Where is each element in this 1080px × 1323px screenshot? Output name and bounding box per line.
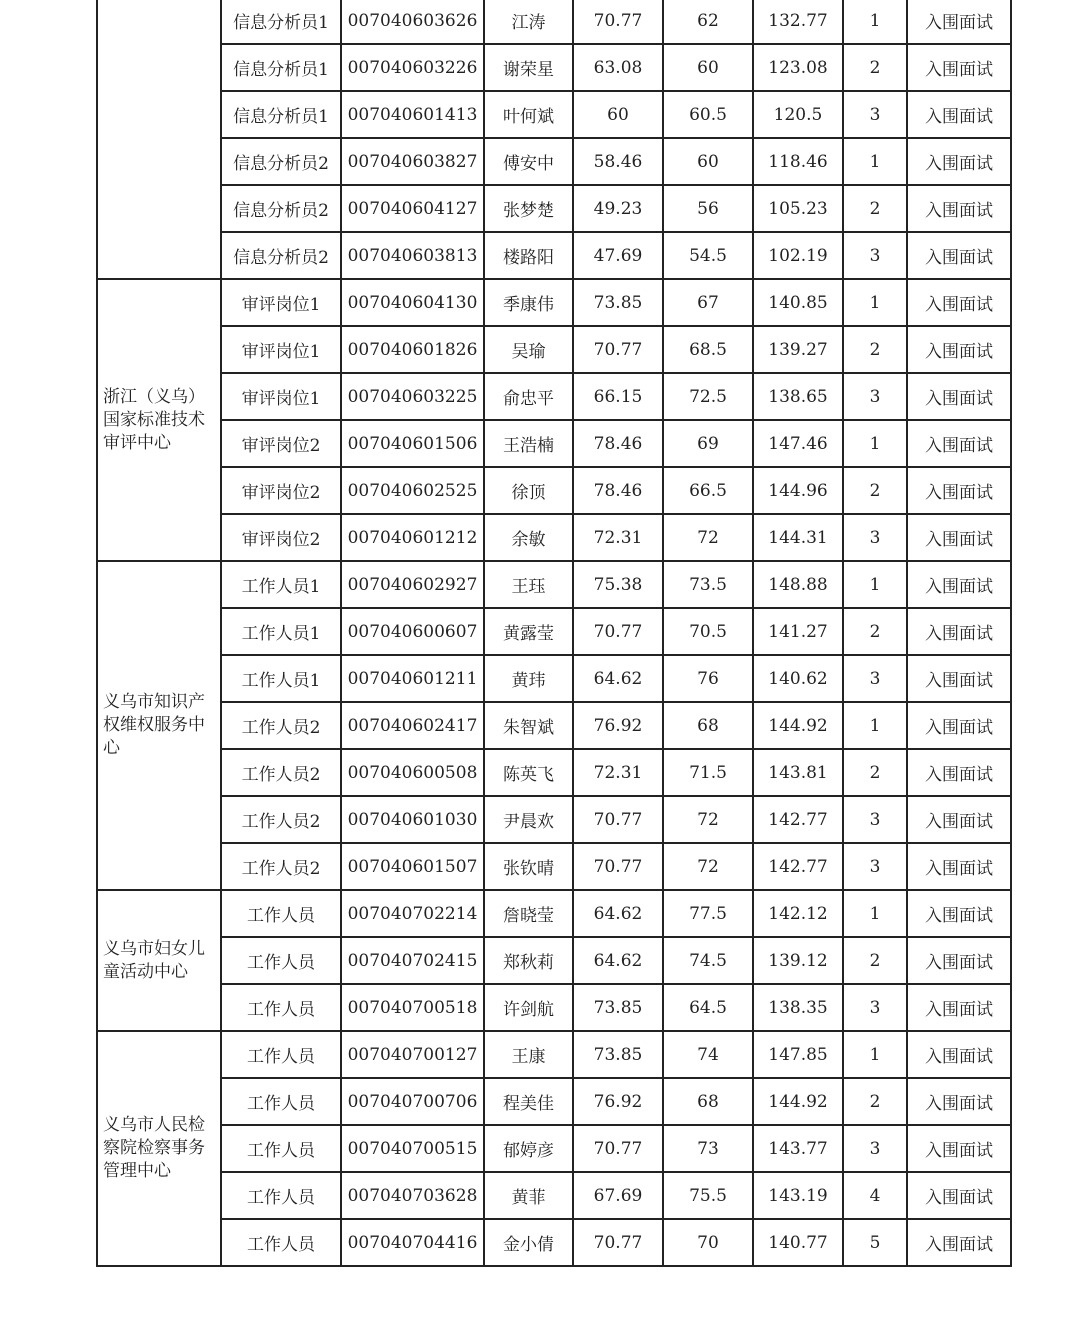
interview-score-cell: 69 — [663, 420, 753, 467]
rank-cell: 2 — [843, 185, 907, 232]
table-row — [98, 232, 1011, 279]
status-cell: 入围面试 — [907, 0, 1011, 44]
position-cell: 工作人员1 — [221, 561, 341, 608]
table-row — [98, 655, 1011, 702]
rank-cell: 3 — [843, 843, 907, 890]
rank-cell: 1 — [843, 1031, 907, 1078]
total-score-cell: 141.27 — [753, 608, 843, 655]
total-score-cell: 140.77 — [753, 1219, 843, 1266]
position-cell: 工作人员 — [221, 1031, 341, 1078]
total-score-cell: 132.77 — [753, 0, 843, 44]
status-cell: 入围面试 — [907, 749, 1011, 796]
rank-cell: 1 — [843, 561, 907, 608]
written-score-cell: 70.77 — [573, 796, 663, 843]
interview-score-cell: 73 — [663, 1125, 753, 1172]
written-score-cell: 66.15 — [573, 373, 663, 420]
unit-name-cell: 义乌市人民检察院检察事务管理中心 — [98, 1031, 221, 1266]
candidate-name-cell: 金小倩 — [484, 1219, 573, 1266]
status-cell: 入围面试 — [907, 185, 1011, 232]
interview-score-cell: 60 — [663, 44, 753, 91]
exam-id-cell: 007040601030 — [341, 796, 484, 843]
interview-score-cell: 72.5 — [663, 373, 753, 420]
interview-score-cell: 54.5 — [663, 232, 753, 279]
table-row — [98, 937, 1011, 984]
interview-score-cell: 72 — [663, 843, 753, 890]
rank-cell: 3 — [843, 232, 907, 279]
status-cell: 入围面试 — [907, 1125, 1011, 1172]
exam-id-cell: 007040602525 — [341, 467, 484, 514]
rank-cell: 2 — [843, 467, 907, 514]
status-cell: 入围面试 — [907, 1172, 1011, 1219]
status-cell: 入围面试 — [907, 44, 1011, 91]
rank-cell: 2 — [843, 326, 907, 373]
exam-id-cell: 007040700515 — [341, 1125, 484, 1172]
interview-score-cell: 72 — [663, 514, 753, 561]
interview-score-cell: 75.5 — [663, 1172, 753, 1219]
position-cell: 工作人员 — [221, 890, 341, 937]
position-cell: 信息分析员2 — [221, 232, 341, 279]
candidate-name-cell: 程美佳 — [484, 1078, 573, 1125]
rank-cell: 1 — [843, 0, 907, 44]
table-row — [98, 44, 1011, 91]
interview-score-cell: 68 — [663, 1078, 753, 1125]
rank-cell: 3 — [843, 91, 907, 138]
total-score-cell: 138.35 — [753, 984, 843, 1031]
table-row — [98, 467, 1011, 514]
status-cell: 入围面试 — [907, 138, 1011, 185]
total-score-cell: 118.46 — [753, 138, 843, 185]
unit-name-cell: 义乌市知识产权维权服务中心 — [98, 561, 221, 890]
status-cell: 入围面试 — [907, 232, 1011, 279]
position-cell: 工作人员1 — [221, 608, 341, 655]
total-score-cell: 143.77 — [753, 1125, 843, 1172]
candidate-name-cell: 吴瑜 — [484, 326, 573, 373]
written-score-cell: 70.77 — [573, 843, 663, 890]
exam-id-cell: 007040603827 — [341, 138, 484, 185]
candidate-name-cell: 许剑航 — [484, 984, 573, 1031]
table-row — [98, 185, 1011, 232]
written-score-cell: 78.46 — [573, 420, 663, 467]
exam-id-cell: 007040700127 — [341, 1031, 484, 1078]
written-score-cell: 64.62 — [573, 890, 663, 937]
exam-id-cell: 007040703628 — [341, 1172, 484, 1219]
written-score-cell: 70.77 — [573, 326, 663, 373]
status-cell: 入围面试 — [907, 467, 1011, 514]
candidate-name-cell: 郁婷彦 — [484, 1125, 573, 1172]
exam-id-cell: 007040601507 — [341, 843, 484, 890]
position-cell: 工作人员 — [221, 937, 341, 984]
written-score-cell: 70.77 — [573, 1125, 663, 1172]
candidate-name-cell: 黄菲 — [484, 1172, 573, 1219]
exam-id-cell: 007040700706 — [341, 1078, 484, 1125]
candidate-name-cell: 郑秋莉 — [484, 937, 573, 984]
table-row — [98, 1219, 1011, 1266]
candidate-name-cell: 楼路阳 — [484, 232, 573, 279]
interview-score-cell: 67 — [663, 279, 753, 326]
position-cell: 工作人员 — [221, 1219, 341, 1266]
results-table-body — [98, 0, 1011, 1266]
written-score-cell: 75.38 — [573, 561, 663, 608]
position-cell: 审评岗位1 — [221, 279, 341, 326]
table-row — [98, 561, 1011, 608]
position-cell: 审评岗位1 — [221, 373, 341, 420]
exam-id-cell: 007040601212 — [341, 514, 484, 561]
candidate-name-cell: 王珏 — [484, 561, 573, 608]
table-row — [98, 373, 1011, 420]
candidate-name-cell: 王康 — [484, 1031, 573, 1078]
total-score-cell: 120.5 — [753, 91, 843, 138]
position-cell: 工作人员2 — [221, 749, 341, 796]
status-cell: 入围面试 — [907, 655, 1011, 702]
position-cell: 审评岗位2 — [221, 420, 341, 467]
total-score-cell: 142.77 — [753, 843, 843, 890]
table-row — [98, 843, 1011, 890]
table-row — [98, 138, 1011, 185]
total-score-cell: 142.12 — [753, 890, 843, 937]
written-score-cell: 64.62 — [573, 655, 663, 702]
interview-score-cell: 62 — [663, 0, 753, 44]
position-cell: 信息分析员2 — [221, 138, 341, 185]
written-score-cell: 73.85 — [573, 279, 663, 326]
candidate-name-cell: 尹晨欢 — [484, 796, 573, 843]
position-cell: 审评岗位2 — [221, 467, 341, 514]
interview-score-cell: 68.5 — [663, 326, 753, 373]
table-row — [98, 420, 1011, 467]
status-cell: 入围面试 — [907, 984, 1011, 1031]
exam-id-cell: 007040601413 — [341, 91, 484, 138]
exam-id-cell: 007040600607 — [341, 608, 484, 655]
exam-id-cell: 007040601826 — [341, 326, 484, 373]
position-cell: 信息分析员1 — [221, 0, 341, 44]
position-cell: 信息分析员2 — [221, 185, 341, 232]
written-score-cell: 60 — [573, 91, 663, 138]
rank-cell: 1 — [843, 420, 907, 467]
candidate-name-cell: 江涛 — [484, 0, 573, 44]
position-cell: 工作人员 — [221, 1172, 341, 1219]
table-row — [98, 1125, 1011, 1172]
candidate-name-cell: 黄玮 — [484, 655, 573, 702]
total-score-cell: 148.88 — [753, 561, 843, 608]
status-cell: 入围面试 — [907, 796, 1011, 843]
written-score-cell: 70.77 — [573, 0, 663, 44]
position-cell: 信息分析员1 — [221, 44, 341, 91]
total-score-cell: 140.85 — [753, 279, 843, 326]
results-sheet — [96, 0, 1011, 1267]
status-cell: 入围面试 — [907, 373, 1011, 420]
total-score-cell: 144.96 — [753, 467, 843, 514]
position-cell: 工作人员 — [221, 984, 341, 1031]
written-score-cell: 64.62 — [573, 937, 663, 984]
exam-id-cell: 007040602417 — [341, 702, 484, 749]
table-row — [98, 1078, 1011, 1125]
rank-cell: 3 — [843, 655, 907, 702]
written-score-cell: 70.77 — [573, 608, 663, 655]
table-row — [98, 514, 1011, 561]
candidate-name-cell: 余敏 — [484, 514, 573, 561]
candidate-name-cell: 詹晓莹 — [484, 890, 573, 937]
interview-score-cell: 60 — [663, 138, 753, 185]
rank-cell: 2 — [843, 44, 907, 91]
position-cell: 审评岗位2 — [221, 514, 341, 561]
total-score-cell: 147.85 — [753, 1031, 843, 1078]
written-score-cell: 47.69 — [573, 232, 663, 279]
candidate-name-cell: 徐顶 — [484, 467, 573, 514]
status-cell: 入围面试 — [907, 420, 1011, 467]
total-score-cell: 140.62 — [753, 655, 843, 702]
table-row — [98, 984, 1011, 1031]
status-cell: 入围面试 — [907, 91, 1011, 138]
rank-cell: 1 — [843, 279, 907, 326]
unit-name-cell: 浙江（义乌）国家标准技术审评中心 — [98, 279, 221, 561]
interview-score-cell: 72 — [663, 796, 753, 843]
interview-score-cell: 70 — [663, 1219, 753, 1266]
written-score-cell: 73.85 — [573, 984, 663, 1031]
rank-cell: 3 — [843, 984, 907, 1031]
exam-id-cell: 007040704416 — [341, 1219, 484, 1266]
table-row — [98, 702, 1011, 749]
position-cell: 工作人员1 — [221, 655, 341, 702]
position-cell: 审评岗位1 — [221, 326, 341, 373]
total-score-cell: 138.65 — [753, 373, 843, 420]
position-cell: 工作人员2 — [221, 796, 341, 843]
interview-score-cell: 66.5 — [663, 467, 753, 514]
total-score-cell: 123.08 — [753, 44, 843, 91]
rank-cell: 3 — [843, 796, 907, 843]
results-table — [98, 0, 1012, 1267]
total-score-cell: 102.19 — [753, 232, 843, 279]
unit-name-cell: 义乌市妇女儿童活动中心 — [98, 890, 221, 1031]
table-row — [98, 1031, 1011, 1078]
unit-name-cell — [98, 0, 221, 279]
candidate-name-cell: 陈英飞 — [484, 749, 573, 796]
candidate-name-cell: 傅安中 — [484, 138, 573, 185]
exam-id-cell: 007040700518 — [341, 984, 484, 1031]
status-cell: 入围面试 — [907, 279, 1011, 326]
total-score-cell: 139.12 — [753, 937, 843, 984]
status-cell: 入围面试 — [907, 843, 1011, 890]
exam-id-cell: 007040603225 — [341, 373, 484, 420]
status-cell: 入围面试 — [907, 514, 1011, 561]
written-score-cell: 63.08 — [573, 44, 663, 91]
position-cell: 工作人员 — [221, 1078, 341, 1125]
written-score-cell: 72.31 — [573, 514, 663, 561]
candidate-name-cell: 黄露莹 — [484, 608, 573, 655]
written-score-cell: 73.85 — [573, 1031, 663, 1078]
candidate-name-cell: 俞忠平 — [484, 373, 573, 420]
status-cell: 入围面试 — [907, 702, 1011, 749]
rank-cell: 3 — [843, 1125, 907, 1172]
rank-cell: 1 — [843, 890, 907, 937]
table-row — [98, 890, 1011, 937]
total-score-cell: 105.23 — [753, 185, 843, 232]
position-cell: 工作人员2 — [221, 843, 341, 890]
interview-score-cell: 71.5 — [663, 749, 753, 796]
interview-score-cell: 60.5 — [663, 91, 753, 138]
interview-score-cell: 74.5 — [663, 937, 753, 984]
position-cell: 信息分析员1 — [221, 91, 341, 138]
interview-score-cell: 68 — [663, 702, 753, 749]
interview-score-cell: 77.5 — [663, 890, 753, 937]
rank-cell: 2 — [843, 749, 907, 796]
status-cell: 入围面试 — [907, 890, 1011, 937]
written-score-cell: 72.31 — [573, 749, 663, 796]
rank-cell: 1 — [843, 702, 907, 749]
exam-id-cell: 007040601506 — [341, 420, 484, 467]
exam-id-cell: 007040603226 — [341, 44, 484, 91]
total-score-cell: 142.77 — [753, 796, 843, 843]
written-score-cell: 70.77 — [573, 1219, 663, 1266]
interview-score-cell: 70.5 — [663, 608, 753, 655]
exam-id-cell: 007040603626 — [341, 0, 484, 44]
total-score-cell: 147.46 — [753, 420, 843, 467]
candidate-name-cell: 王浩楠 — [484, 420, 573, 467]
written-score-cell: 76.92 — [573, 702, 663, 749]
table-row — [98, 0, 1011, 44]
rank-cell: 2 — [843, 937, 907, 984]
candidate-name-cell: 谢荣星 — [484, 44, 573, 91]
status-cell: 入围面试 — [907, 326, 1011, 373]
rank-cell: 4 — [843, 1172, 907, 1219]
status-cell: 入围面试 — [907, 1031, 1011, 1078]
position-cell: 工作人员2 — [221, 702, 341, 749]
table-row — [98, 91, 1011, 138]
table-row — [98, 749, 1011, 796]
exam-id-cell: 007040602927 — [341, 561, 484, 608]
table-row — [98, 326, 1011, 373]
written-score-cell: 49.23 — [573, 185, 663, 232]
table-row — [98, 796, 1011, 843]
candidate-name-cell: 季康伟 — [484, 279, 573, 326]
table-row — [98, 279, 1011, 326]
exam-id-cell: 007040702415 — [341, 937, 484, 984]
rank-cell: 5 — [843, 1219, 907, 1266]
position-cell: 工作人员 — [221, 1125, 341, 1172]
written-score-cell: 67.69 — [573, 1172, 663, 1219]
status-cell: 入围面试 — [907, 1078, 1011, 1125]
table-row — [98, 608, 1011, 655]
rank-cell: 1 — [843, 138, 907, 185]
interview-score-cell: 56 — [663, 185, 753, 232]
total-score-cell: 143.19 — [753, 1172, 843, 1219]
status-cell: 入围面试 — [907, 561, 1011, 608]
rank-cell: 3 — [843, 373, 907, 420]
rank-cell: 2 — [843, 608, 907, 655]
candidate-name-cell: 叶何斌 — [484, 91, 573, 138]
total-score-cell: 144.92 — [753, 702, 843, 749]
exam-id-cell: 007040601211 — [341, 655, 484, 702]
rank-cell: 2 — [843, 1078, 907, 1125]
written-score-cell: 76.92 — [573, 1078, 663, 1125]
exam-id-cell: 007040600508 — [341, 749, 484, 796]
candidate-name-cell: 张梦楚 — [484, 185, 573, 232]
interview-score-cell: 76 — [663, 655, 753, 702]
total-score-cell: 139.27 — [753, 326, 843, 373]
status-cell: 入围面试 — [907, 1219, 1011, 1266]
status-cell: 入围面试 — [907, 937, 1011, 984]
table-row — [98, 1172, 1011, 1219]
total-score-cell: 144.92 — [753, 1078, 843, 1125]
exam-id-cell: 007040604127 — [341, 185, 484, 232]
status-cell: 入围面试 — [907, 608, 1011, 655]
exam-id-cell: 007040604130 — [341, 279, 484, 326]
interview-score-cell: 74 — [663, 1031, 753, 1078]
exam-id-cell: 007040702214 — [341, 890, 484, 937]
candidate-name-cell: 朱智斌 — [484, 702, 573, 749]
total-score-cell: 144.31 — [753, 514, 843, 561]
written-score-cell: 78.46 — [573, 467, 663, 514]
written-score-cell: 58.46 — [573, 138, 663, 185]
candidate-name-cell: 张钦晴 — [484, 843, 573, 890]
interview-score-cell: 64.5 — [663, 984, 753, 1031]
interview-score-cell: 73.5 — [663, 561, 753, 608]
rank-cell: 3 — [843, 514, 907, 561]
exam-id-cell: 007040603813 — [341, 232, 484, 279]
total-score-cell: 143.81 — [753, 749, 843, 796]
